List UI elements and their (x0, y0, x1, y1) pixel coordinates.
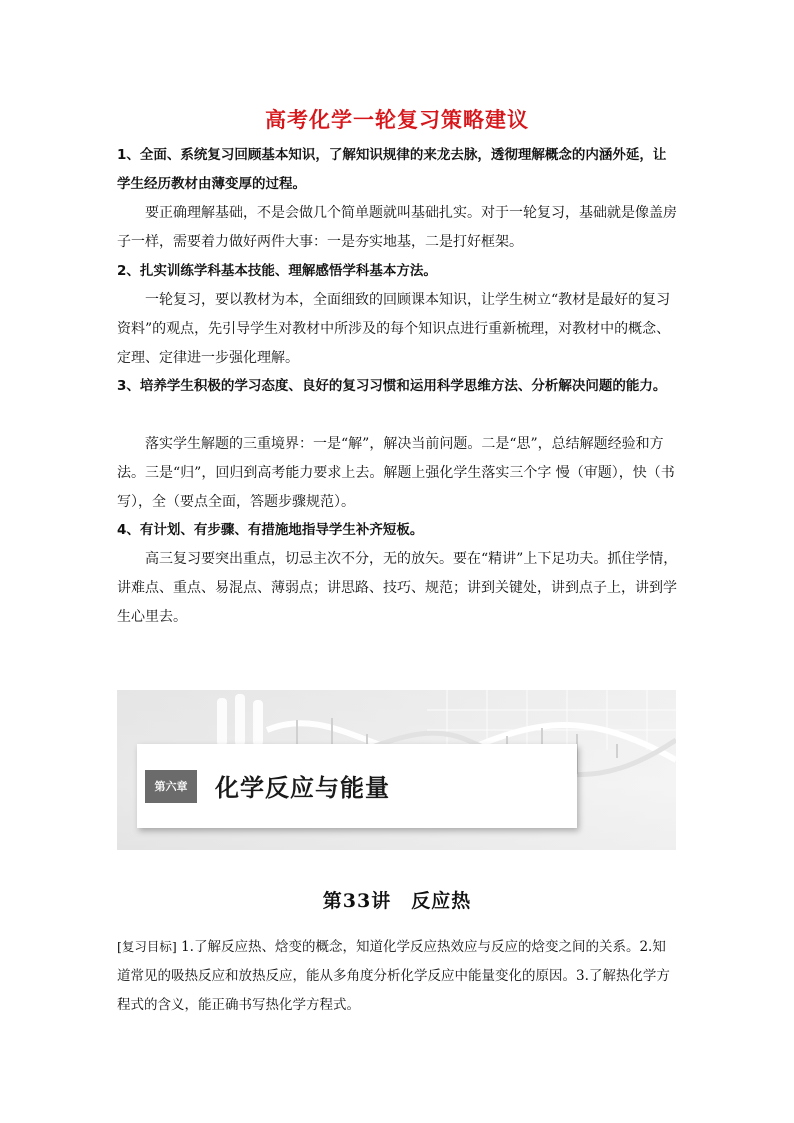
review-goals-text: 1.了解反应热、焓变的概念，知道化学反应热效应与反应的焓变之间的关系。2.知道常见的吸热反应和放热反应，能从多角度分析化学反应中能量变化的原因。3.了解热化学方程式的含义，能正确书写热化学方程式。 (117, 939, 670, 1013)
review-goals (117, 932, 679, 1020)
section-1-body: 要正确理解基础，不是会做几个简单题就叫基础扎实。对于一轮复习，基础就是像盖房子一样，需要着力做好两件大事：一是夯实地基，二是打好框架。 (117, 205, 677, 250)
section-3-heading: 3、培养学生积极的学习态度、良好的复习习惯和运用科学思维方法、分析解决问题的能力。 (117, 378, 667, 394)
document-title: 高考化学一轮复习策略建议 (265, 108, 529, 132)
chapter-tag: 第六章 (145, 770, 197, 803)
section-2-heading: 2、扎实训练学科基本技能、理解感悟学科基本方法。 (117, 263, 437, 279)
lecture-title: 第33讲 反应热 (322, 890, 472, 912)
section-4-body: 高三复习要突出重点，切忌主次不分，无的放矢。要在“精讲”上下足功夫。抓住学情，讲难点、重点、易混点、薄弱点；讲思路、技巧、规范；讲到关键处，讲到点子上，讲到学生心里去。 (117, 551, 678, 625)
section-1-heading: 1、全面、系统复习回顾基本知识，了解知识规律的来龙去脉，透彻理解概念的内涵外延，让学生经历教材由薄变厚的过程。 (117, 147, 667, 192)
section-4-heading: 4、有计划、有步骤、有措施地指导学生补齐短板。 (117, 522, 424, 538)
chapter-banner (117, 690, 676, 850)
review-goals-label: [复习目标] (117, 939, 177, 954)
chapter-title: 化学反应与能量 (215, 774, 390, 802)
section-3-body: 落实学生解题的三重境界：一是“解”，解决当前问题。二是“思”，总结解题经验和方法。三是“归”，回归到高考能力要求上去。解题上强化学生落实三个字 慢（审题），快（书写），全（要点全面，答题步骤规范）。 (117, 436, 675, 510)
section-2-body: 一轮复习，要以教材为本，全面细致的回顾课本知识，让学生树立“教材是最好的复习资料”的观点，先引导学生对教材中所涉及的每个知识点进行重新梳理，对教材中的概念、定理、定律进一步强化理解。 (117, 292, 671, 366)
